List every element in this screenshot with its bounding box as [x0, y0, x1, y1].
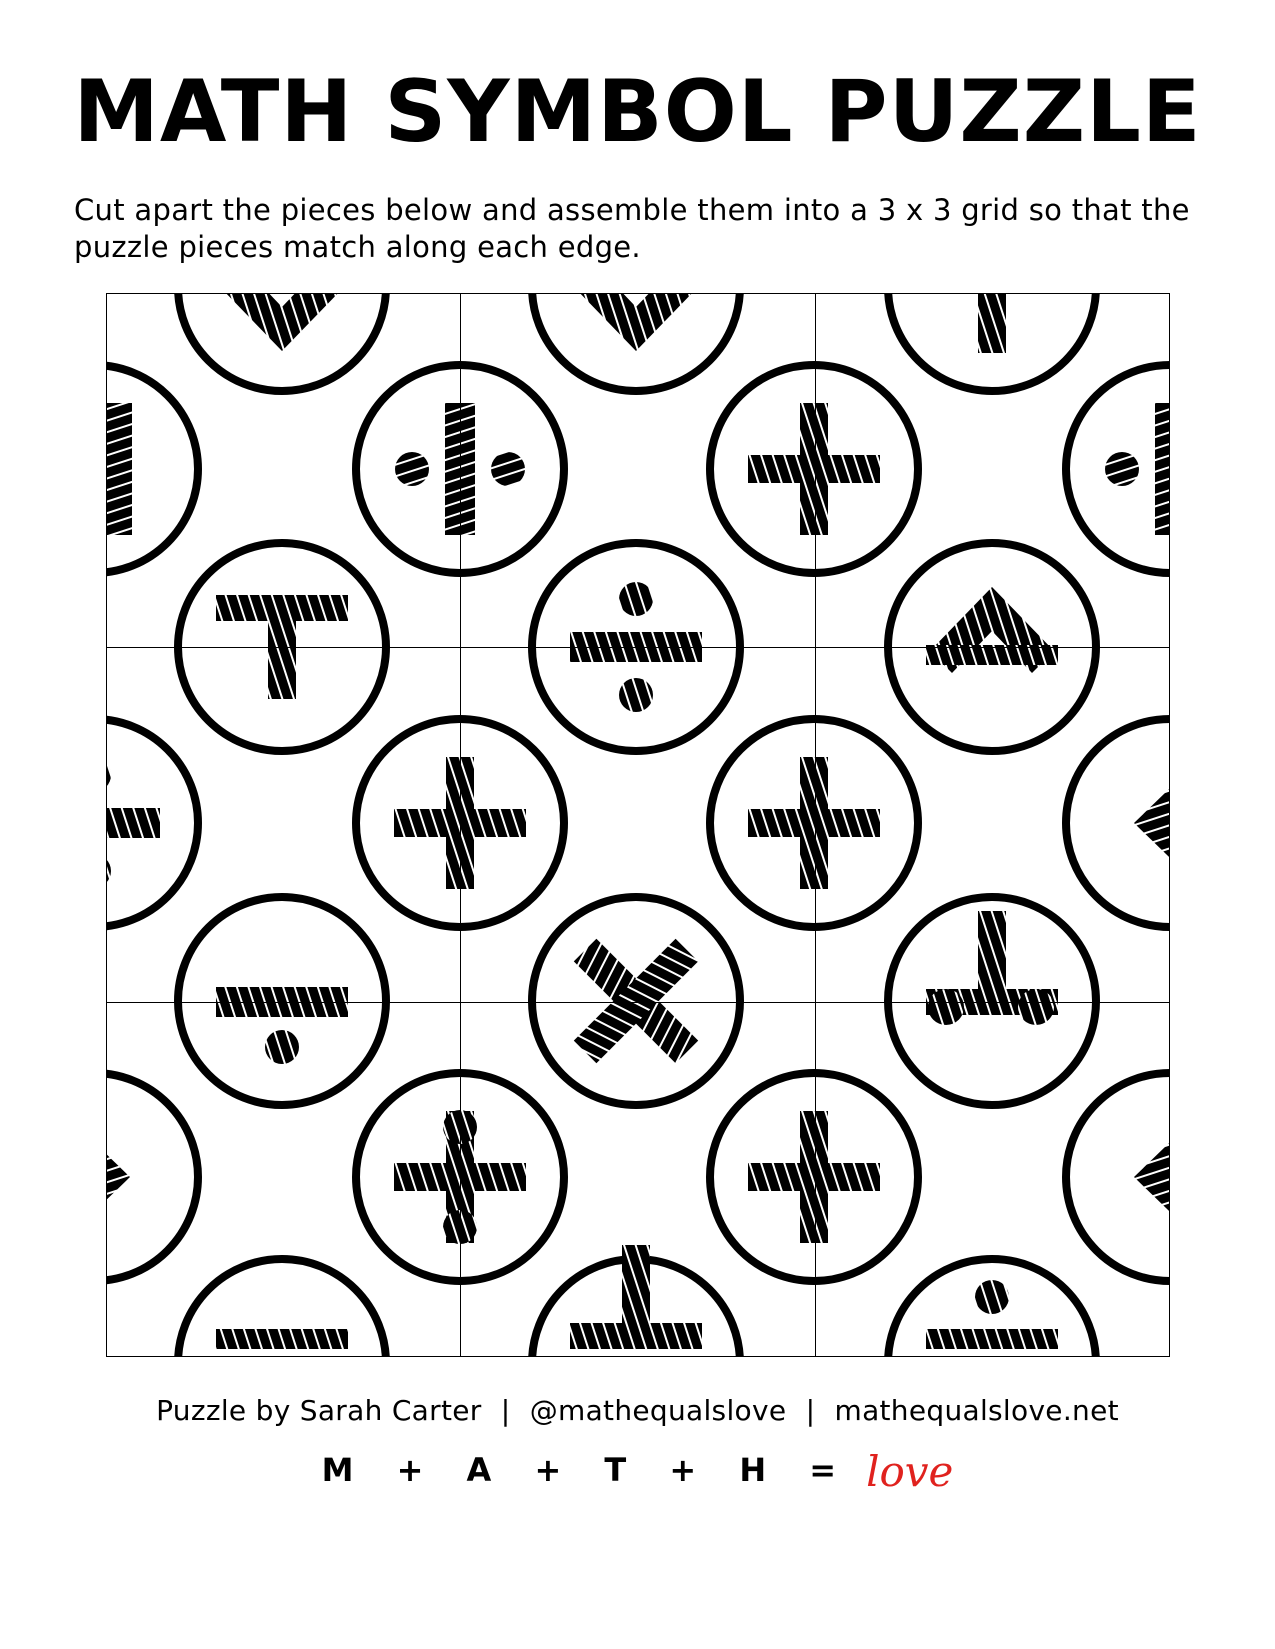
- puzzle-circle: [1066, 719, 1170, 927]
- puzzle-pieces: [106, 293, 1170, 1357]
- website-link: mathequalslove.net: [834, 1394, 1119, 1427]
- puzzle-circle: [532, 293, 740, 391]
- page-title: MATH SYMBOL PUZZLE: [73, 62, 1202, 162]
- logo-love-script: love: [866, 1447, 954, 1496]
- puzzle-circle: [710, 719, 918, 927]
- puzzle-circle: [1066, 365, 1170, 573]
- puzzle-circle: [106, 719, 198, 927]
- puzzle-circle: [178, 897, 386, 1105]
- puzzle-circle: [106, 1073, 198, 1281]
- brand-logo: [0, 1440, 1275, 1500]
- footer-credit: [0, 1393, 1275, 1429]
- puzzle-circle: [532, 1245, 740, 1357]
- puzzle-circle: [106, 365, 198, 573]
- puzzle-circle: [532, 897, 740, 1105]
- puzzle-circle: [888, 1259, 1096, 1357]
- puzzle-circle: [888, 897, 1096, 1105]
- social-handle: @mathequalslove: [529, 1394, 787, 1427]
- cut-lines: [106, 293, 1170, 1357]
- puzzle-circle: [710, 365, 918, 573]
- puzzle-circle: [178, 293, 386, 391]
- puzzle-circle: [1066, 1073, 1170, 1281]
- puzzle-circle: [888, 293, 1096, 391]
- separator: |: [805, 1394, 816, 1427]
- logo-text: M + A + T + H =: [321, 1451, 853, 1489]
- separator: |: [500, 1394, 511, 1427]
- author-credit: Puzzle by Sarah Carter: [156, 1394, 482, 1427]
- instructions-text: Cut apart the pieces below and assemble them into a 3 x 3 grid so that the puzzle pieces match along each edge.: [74, 193, 1190, 264]
- puzzle-grid: [106, 293, 1170, 1357]
- puzzle-circle: [710, 1073, 918, 1281]
- puzzle-circle: [178, 1259, 386, 1357]
